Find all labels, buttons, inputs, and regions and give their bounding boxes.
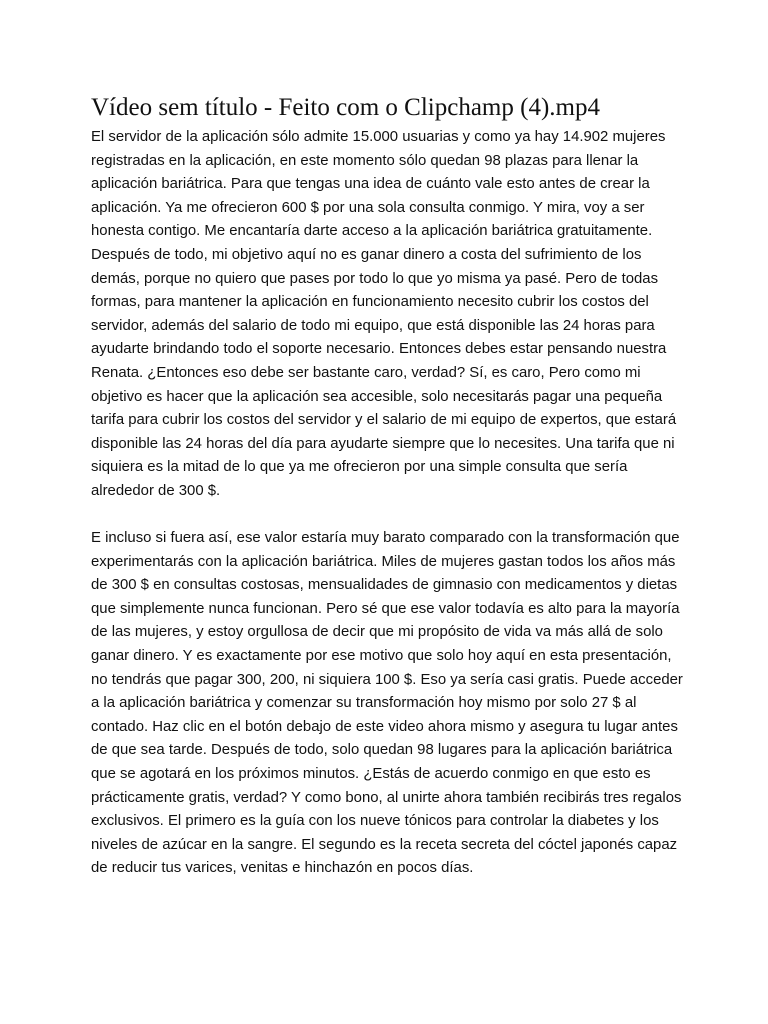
document-page bbox=[91, 92, 683, 881]
paragraph-1: El servidor de la aplicación sólo admite 15.000 usuarias y como ya hay 14.902 mujeres registradas en la aplicación, en este momento sólo quedan 98 plazas para llenar la aplicación bariátrica. Para que tengas una idea de cuánto vale esto antes de crear la aplicación. Ya me ofrecieron 600 $ por una sola consulta conmigo. Y mira, voy a ser honesta contigo. Me encantaría darte acceso a la aplicación bariátrica gratuitamente. Después de todo, mi objetivo aquí no es ganar dinero a costa del sufrimiento de los demás, porque no quiero que pases por todo lo que yo misma ya pasé. Pero de todas formas, para mantener la aplicación en funcionamiento necesito cubrir los costos del servidor, además del salario de todo mi equipo, que está disponible las 24 horas para ayudarte brindando todo el soporte necesario. Entonces debes estar pensando nuestra Renata. ¿Entonces eso debe ser bastante caro, verdad? Sí, es caro, Pero como mi objetivo es hacer que la aplicación sea accesible, solo necesitarás pagar una pequeña tarifa para cubrir los costos del servidor y el salario de mi equipo de expertos, que estará disponible las 24 horas del día para ayudarte siempre que lo necesites. Una tarifa que ni siquiera es la mitad de lo que ya me ofrecieron por una simple consulta que sería alrededor de 300 $. bbox=[91, 129, 677, 499]
paragraph-2: E incluso si fuera así, ese valor estaría muy barato comparado con la transformación que experimentarás con la aplicación bariátrica. Miles de mujeres gastan todos los años más de 300 $ en consultas costosas, mensualidades de gimnasio con medicamentos y dietas que simplemente nunca funcionan. Pero sé que ese valor todavía es alto para la mayoría de las mujeres, y estoy orgullosa de decir que mi propósito de vida va más allá de solo ganar dinero. Y es exactamente por ese motivo que solo hoy aquí en esta presentación, no tendrás que pagar 300, 200, ni siquiera 100 $. Eso ya sería casi gratis. Puede acceder a la aplicación bariátrica y comenzar su transformación hoy mismo por solo 27 $ al contado. Haz clic en el botón debajo de este video ahora mismo y asegura tu lugar antes de que sea tarde. Después de todo, solo quedan 98 lugares para la aplicación bariátrica que se agotará en los próximos minutos. ¿Estás de acuerdo conmigo en que esto es prácticamente gratis, verdad? Y como bono, al unirte ahora también recibirás tres regalos exclusivos. El primero es la guía con los nueve tónicos para controlar la diabetes y los niveles de azúcar en la sangre. El segundo es la receta secreta del cóctel japonés capaz de reducir tus varices, venitas e hinchazón en pocos días. bbox=[91, 530, 683, 877]
document-title: Vídeo sem título - Feito com o Clipchamp (4).mp4 bbox=[91, 94, 600, 121]
